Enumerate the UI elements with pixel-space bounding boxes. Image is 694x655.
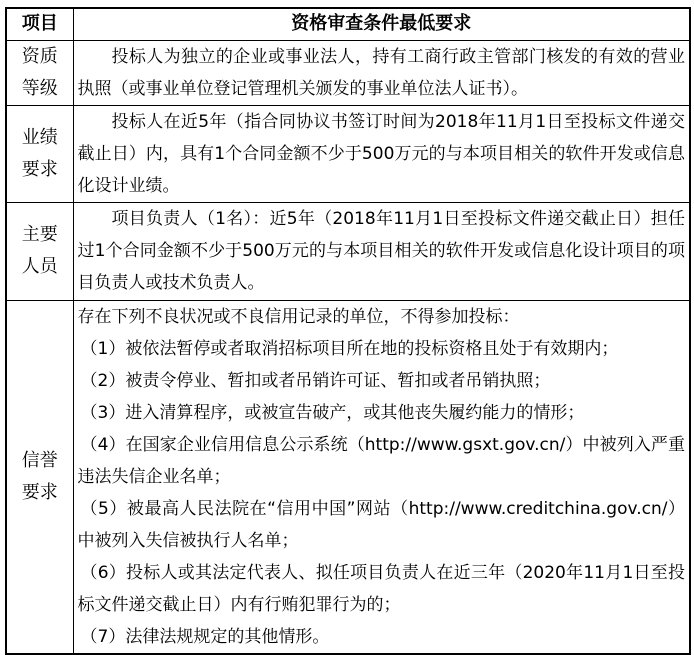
qualification-review-table [5, 7, 691, 655]
label-line: 信誉 [21, 449, 58, 471]
credit-item-3: （3）进入清算程序，或被宣告破产，或其他丧失履约能力的情形； [80, 402, 585, 423]
cell-performance-text [73, 105, 690, 202]
credit-item-6: （6）投标人或其法定代表人、拟任项目负责人在近三年（2020年11月1日至投标文件递交截止日）内有行贿犯罪行为的； [77, 562, 685, 615]
table-row-qualification-level [6, 40, 690, 105]
label-line: 要求 [21, 481, 58, 503]
table-row-performance [6, 105, 690, 202]
credit-item-1: （1）被依法暂停或者取消招标项目所在地的投标资格且处于有效期内； [80, 338, 619, 359]
row-label-credit-requirements [6, 300, 73, 654]
credit-item-2: （2）被责令停业、暂扣或者吊销许可证、暂扣或者吊销执照； [80, 370, 551, 391]
row-label-key-personnel [6, 202, 73, 300]
credit-item-7: （7）法律法规规定的其他情形。 [80, 626, 330, 647]
label-line: 主要 [21, 224, 58, 245]
label-line: 业绩 [21, 126, 58, 148]
paragraph: 项目负责人（1名）：近5年（2018年11月1日至投标文件递交截止日）担任过1个合同金额不少于500万元的与本项目相关的软件开发或信息化设计项目的项目负责人或技术负责人。 [77, 209, 685, 293]
cell-qualification-level-text [73, 40, 690, 105]
credit-intro: 存在下列不良状况或不良信用记录的单位，不得参加投标： [77, 306, 520, 327]
table-row-key-personnel [6, 202, 690, 300]
cell-credit-requirements-text [73, 300, 690, 654]
table-header-row [6, 8, 690, 40]
label-line: 人员 [21, 256, 58, 277]
table-row-credit-requirements [6, 300, 690, 654]
label-line: 资质 [21, 45, 58, 67]
header-cell-requirement: 资格审查条件最低要求 [73, 8, 690, 40]
header-cell-item: 项目 [6, 8, 73, 40]
label-line: 等级 [21, 77, 58, 99]
paragraph: 投标人在近5年（指合同协议书签订时间为2018年11月1日至投标文件递交截止日）内，具有1个合同金额不少于500万元的与本项目相关的软件开发或信息化设计业绩。 [77, 111, 685, 196]
row-label-qualification-level [6, 40, 73, 105]
credit-item-4: （4）在国家企业信用信息公示系统（http://www.gsxt.gov.cn/）中被列入严重违法失信企业名单； [77, 434, 685, 487]
paragraph: 投标人为独立的企业或事业法人，持有工商行政主管部门核发的有效的营业执照（或事业单位登记管理机关颁发的事业单位法人证书）。 [77, 46, 685, 99]
cell-key-personnel-text [73, 202, 690, 300]
row-label-performance [6, 105, 73, 202]
credit-item-5: （5）被最高人民法院在“信用中国”网站（http://www.creditchina.gov.cn/）中被列入失信被执行人名单； [77, 498, 685, 551]
label-line: 要求 [21, 158, 58, 180]
